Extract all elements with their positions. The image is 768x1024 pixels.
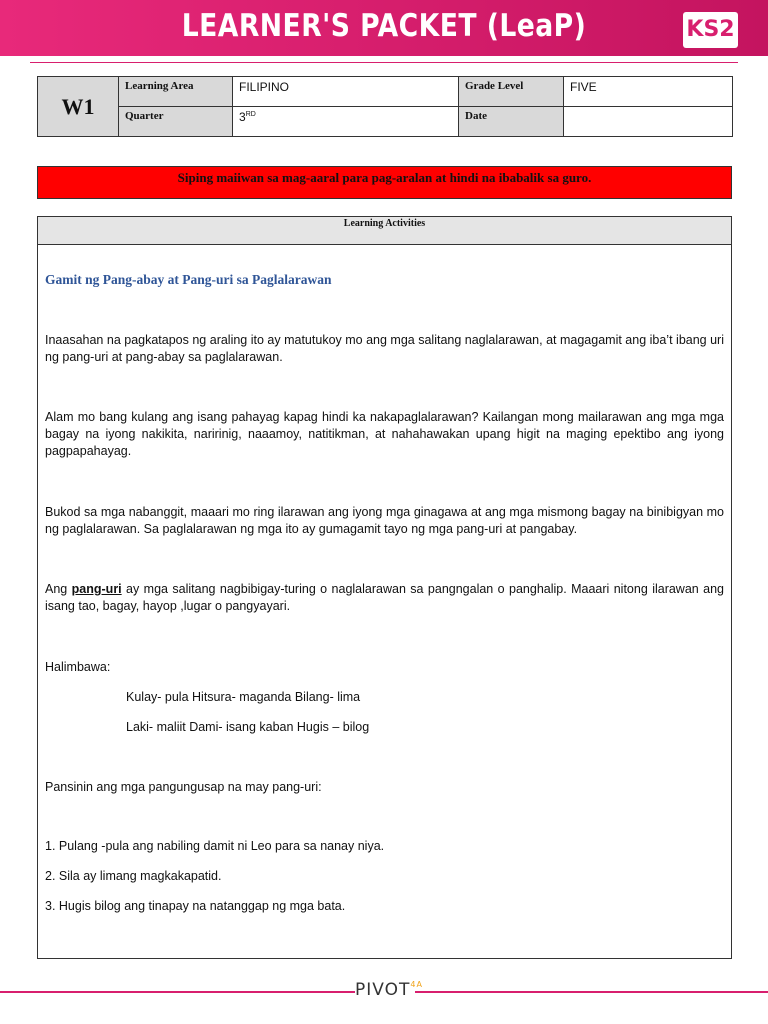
- sentence-3: 3. Hugis bilog ang tinapay na natanggap ng mga bata.: [45, 899, 346, 913]
- example-line-2: Laki- maliit Dami- isang kaban Hugis – bilog: [126, 720, 370, 734]
- info-table: [37, 76, 733, 137]
- paragraph-context: Bukod sa mga nabanggit, maaari mo ring ilarawan ang iyong mga ginagawa at ang mga mismong bagay na binibigyan mo ng paglalarawan. Sa paglalarawan ng mga ito ay gumagamit tayo ng mga pang-uri at pangabay.: [45, 505, 724, 536]
- retention-notice: Siping maiiwan sa mag-aaral para pag-aralan at hindi na ibabalik sa guro.: [37, 166, 732, 199]
- header-banner: [0, 0, 768, 56]
- learning-area-label: Learning Area: [119, 77, 233, 107]
- quarter-suffix: RD: [245, 111, 256, 118]
- definition-prefix: Ang: [45, 582, 72, 596]
- learning-activities-heading: Learning Activities: [38, 217, 731, 245]
- quarter-value: [233, 107, 459, 137]
- sentence-1: 1. Pulang -pula ang nabiling damit ni Leo para sa nanay niya.: [45, 839, 385, 853]
- paragraph-intro: Alam mo bang kulang ang isang pahayag kapag hindi ka nakapaglalarawan? Kailangan mong mailarawan ang mga mga bagay na iyong nakikita, naririnig, naaamoy, natitikman, at nahahawakan upang higit na maging epektibo ang iyong pagpapahayag.: [45, 410, 724, 458]
- grade-level-label: Grade Level: [459, 77, 564, 107]
- definition-text: ay mga salitang nagbibigay-turing o naglalarawan sa pangngalan o panghalip. Maaari nitong ilarawan ang isang tao, bagay, hayop ,lugar o pangyayari.: [45, 582, 725, 613]
- pivot-logo-text: PIVOT: [355, 980, 411, 1000]
- date-label: Date: [459, 107, 564, 137]
- learning-activities-box: [37, 216, 732, 959]
- key-stage-badge: KS2: [683, 12, 738, 48]
- lesson-subtitle: Gamit ng Pang-abay at Pang-uri sa Paglalarawan: [45, 272, 332, 287]
- header-divider: [30, 62, 738, 63]
- paragraph-definition: [45, 581, 724, 615]
- paragraph-objective: Inaasahan na pagkatapos ng araling ito ay matutukoy mo ang mga salitang naglalarawan, at magagamit ang iba’t ibang uri ng pang-uri at pang-abay sa paglalarawan.: [45, 333, 724, 364]
- date-value: [564, 107, 733, 137]
- example-line-1: Kulay- pula Hitsura- maganda Bilang- lima: [126, 690, 361, 704]
- grade-level-value: FIVE: [564, 77, 733, 107]
- quarter-label: Quarter: [119, 107, 233, 137]
- quarter-number: 3: [239, 110, 246, 124]
- sentence-2: 2. Sila ay limang magkakapatid.: [45, 869, 222, 883]
- examples-label: Halimbawa:: [45, 660, 111, 674]
- term-pang-uri: pang-uri: [71, 582, 122, 596]
- pivot-logo-accent: 4A: [410, 980, 423, 989]
- pivot-logo: [355, 980, 423, 1004]
- learning-area-value: FILIPINO: [233, 77, 459, 107]
- week-label: W1: [38, 77, 119, 137]
- packet-title: LEARNER'S PACKET (LeaP): [181, 8, 587, 44]
- sentences-intro: Pansinin ang mga pangungusap na may pang-uri:: [45, 780, 322, 794]
